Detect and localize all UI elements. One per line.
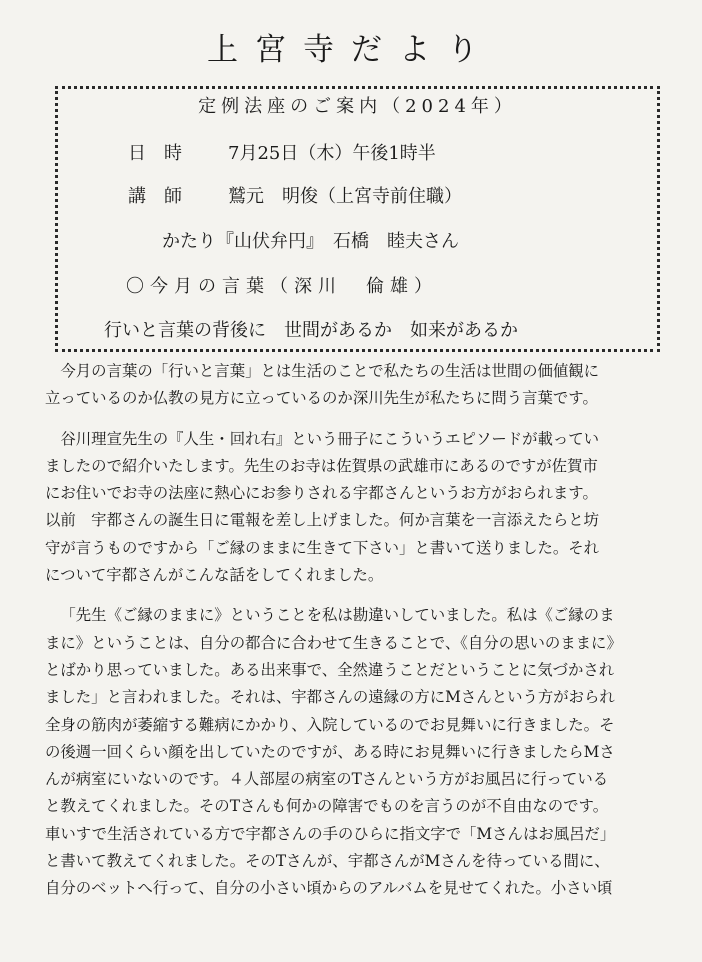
notice-heading: 定例法座のご案内（2024年） <box>198 96 517 117</box>
paragraph-1 <box>45 358 665 413</box>
paragraph-line: 谷川理宣先生の『人生・回れ右』という冊子にこういうエピソードが載ってい <box>60 429 600 448</box>
paragraph-line: 立っているのか仏教の見方に立っているのか深川先生が私たちに問う言葉です。 <box>45 389 598 408</box>
speaker-value: 鷲元 明俊（上宮寺前住職） <box>228 186 462 207</box>
paragraph-line: 今月の言葉の「行いと言葉」とは生活のことで私たちの生活は世間の価値観に <box>60 362 600 380</box>
paragraph-line: とばかり思っていました。ある出来事で、全然違うことだということに気づかされ <box>45 660 615 679</box>
paragraph-line: 以前 宇都さんの誕生日に電報を差し上げました。何か言葉を一言添えたらと坊 <box>45 511 600 530</box>
paragraph-line: 「先生《ご縁のままに》ということを私は勘違いしていました。私は《ご縁のま <box>60 606 615 625</box>
monthly-word-label: 〇今月の言葉（深川 倫雄） <box>126 276 438 297</box>
paragraph-line: ましたので紹介いたします。先生のお寺は佐賀県の武雄市にあるのですが佐賀市 <box>45 456 598 475</box>
paragraph-line: まに》ということは、自分の都合に合わせて生きることで、《自分の思いのままに》 <box>45 633 622 652</box>
paragraph-line: 守が言うものですから「ご縁のままに生きて下さい」と書いて送りました。それ <box>45 538 600 557</box>
paragraph-line: の後週一回くらい顔を出していたのですが、ある時にお見舞いに行きましたらMさ <box>45 742 615 761</box>
katari-line: かたり『山伏弁円』 石橋 睦夫さん <box>162 231 459 252</box>
monthly-word: 行いと言葉の背後に 世間があるか 如来があるか <box>104 320 518 341</box>
speaker-row <box>128 185 462 209</box>
paragraph-2 <box>45 426 665 590</box>
paragraph-3 <box>45 602 665 902</box>
paragraph-line: について宇都さんがこんな話をしてくれました。 <box>45 566 384 585</box>
paragraph-line: んが病室にいないのです。４人部屋の病室のTさんという方がお風呂に行っている <box>45 770 609 789</box>
paragraph-line: と書いて教えてくれました。そのTさんが、宇都さんがMさんを待っている間に、 <box>45 852 610 871</box>
service-notice-box <box>55 86 660 352</box>
paragraph-line: 全身の筋肉が萎縮する難病にかかり、入院しているのでお見舞いに行きました。そ <box>45 715 615 734</box>
paragraph-line: にお住いでお寺の法座に熱心にお参りされる宇都さんというお方がおられます。 <box>45 484 598 503</box>
date-row <box>128 142 436 166</box>
article-body <box>45 358 665 903</box>
speaker-label: 講師 <box>128 186 200 207</box>
paragraph-line: ました」と言われました。それは、宇都さんの遠縁の方にMさんという方がおられ <box>45 688 615 707</box>
date-label: 日時 <box>128 143 200 164</box>
paragraph-line: 自分のベットへ行って、自分の小さい頃からのアルバムを見せてくれた。小さい頃 <box>45 879 613 898</box>
date-value: 7月25日（木）午後1時半 <box>228 143 436 164</box>
paragraph-line: と教えてくれました。そのTさんも何かの障害でものを言うのが不自由なのです。 <box>45 797 609 816</box>
newsletter-title: 上宮寺だより <box>207 32 495 68</box>
paragraph-line: 車いすで生活されている方で宇都さんの手のひらに指文字で「Mさんはお風呂だ」 <box>45 824 616 843</box>
